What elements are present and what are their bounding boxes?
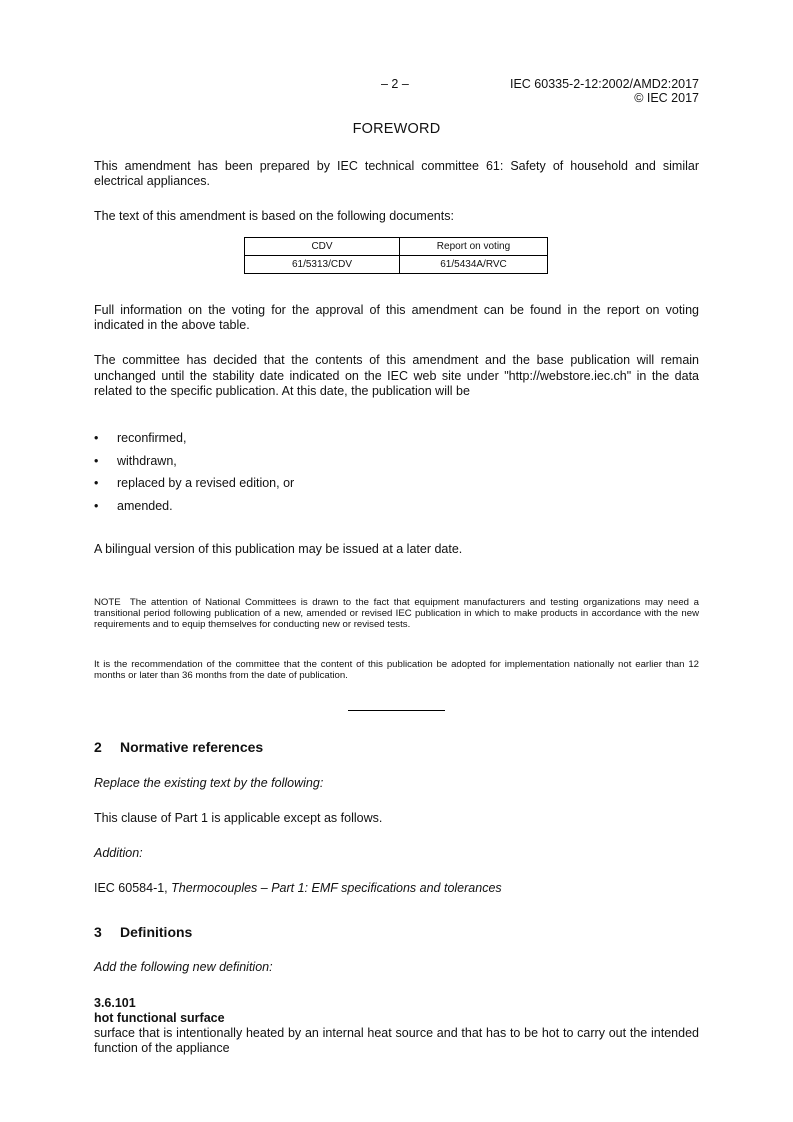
foreword-para-5: A bilingual version of this publication may be issued at a later date. [94, 542, 463, 556]
bullet-icon: • [94, 453, 99, 468]
normative-reference [94, 881, 699, 896]
table-header-cell: Report on voting [400, 238, 548, 256]
definition-text: surface that is intentionally heated by an internal heat source and that has to be hot to carry out the intended function of the appliance [94, 1026, 699, 1055]
note-label: NOTE [94, 597, 121, 608]
table-header-cell: CDV [245, 238, 400, 256]
foreword-title: FOREWORD [352, 121, 441, 137]
section-2-body: This clause of Part 1 is applicable except as follows. [94, 811, 383, 825]
definition-number: 3.6.101 [94, 996, 136, 1010]
table-header-row [245, 238, 548, 256]
addition-label: Addition: [94, 846, 143, 860]
list-item [94, 476, 699, 499]
reference-number: IEC 60584-1, [94, 881, 168, 895]
bullet-icon: • [94, 498, 99, 513]
section-2-instruction: Replace the existing text by the following: [94, 776, 324, 790]
document-header [510, 77, 699, 105]
page-number: – 2 – [381, 77, 409, 91]
bullet-icon: • [94, 476, 99, 490]
list-item-text: reconfirmed, [117, 431, 187, 445]
section-number: 3 [94, 924, 102, 940]
outcome-list [94, 431, 699, 521]
list-item-text: replaced by a revised edition, or [117, 476, 295, 490]
note-text: The attention of National Committees is drawn to the fact that equipment manufacturers and testing organizations may need a transitional period following publication of a new, amended or revised IEC publication in which to make products in accordance with the new requirements and to equip themselves for conducting new or revised tests. [94, 597, 699, 630]
recommendation: It is the recommendation of the committee that the content of this publication be adopted for implementation nationally not earlier than 12 months or later than 36 months from the date of publication. [94, 659, 699, 681]
foreword-para-3: Full information on the voting for the approval of this amendment can be found in the report on voting indicated in the above table. [94, 303, 699, 332]
list-item-text: amended. [117, 498, 173, 513]
foreword-para-4: The committee has decided that the contents of this amendment and the base publication will remain unchanged until the stability date indicated on the IEC web site under "http://webstore.iec.ch" in the data related to the specific publication. At this date, the publication will be [94, 353, 699, 398]
section-number: 2 [94, 739, 102, 755]
section-2-heading [94, 739, 699, 755]
copyright: © IEC 2017 [634, 91, 699, 105]
section-title: Normative references [120, 739, 264, 755]
list-item [94, 499, 699, 522]
documents-table [244, 237, 548, 274]
section-title: Definitions [120, 924, 193, 940]
list-item-text: withdrawn, [117, 453, 177, 468]
reference-title: Thermocouples – Part 1: EMF specifications and tolerances [171, 881, 502, 895]
foreword-para-2: The text of this amendment is based on the following documents: [94, 209, 454, 223]
bullet-icon: • [94, 431, 99, 445]
section-3-heading [94, 924, 699, 940]
definition-term: hot functional surface [94, 1011, 225, 1025]
list-item [94, 454, 699, 477]
note [94, 597, 699, 630]
table-cell: 61/5434A/RVC [400, 256, 548, 274]
foreword-para-1: This amendment has been prepared by IEC technical committee 61: Safety of household and similar electrical appliances. [94, 159, 699, 188]
standard-number: IEC 60335-2-12:2002/AMD2:2017 [509, 77, 699, 91]
section-divider [348, 710, 445, 711]
section-3-instruction: Add the following new definition: [94, 960, 273, 974]
table-row [245, 256, 548, 274]
definition-block [94, 996, 699, 1056]
table-cell: 61/5313/CDV [245, 256, 400, 274]
list-item [94, 431, 699, 454]
